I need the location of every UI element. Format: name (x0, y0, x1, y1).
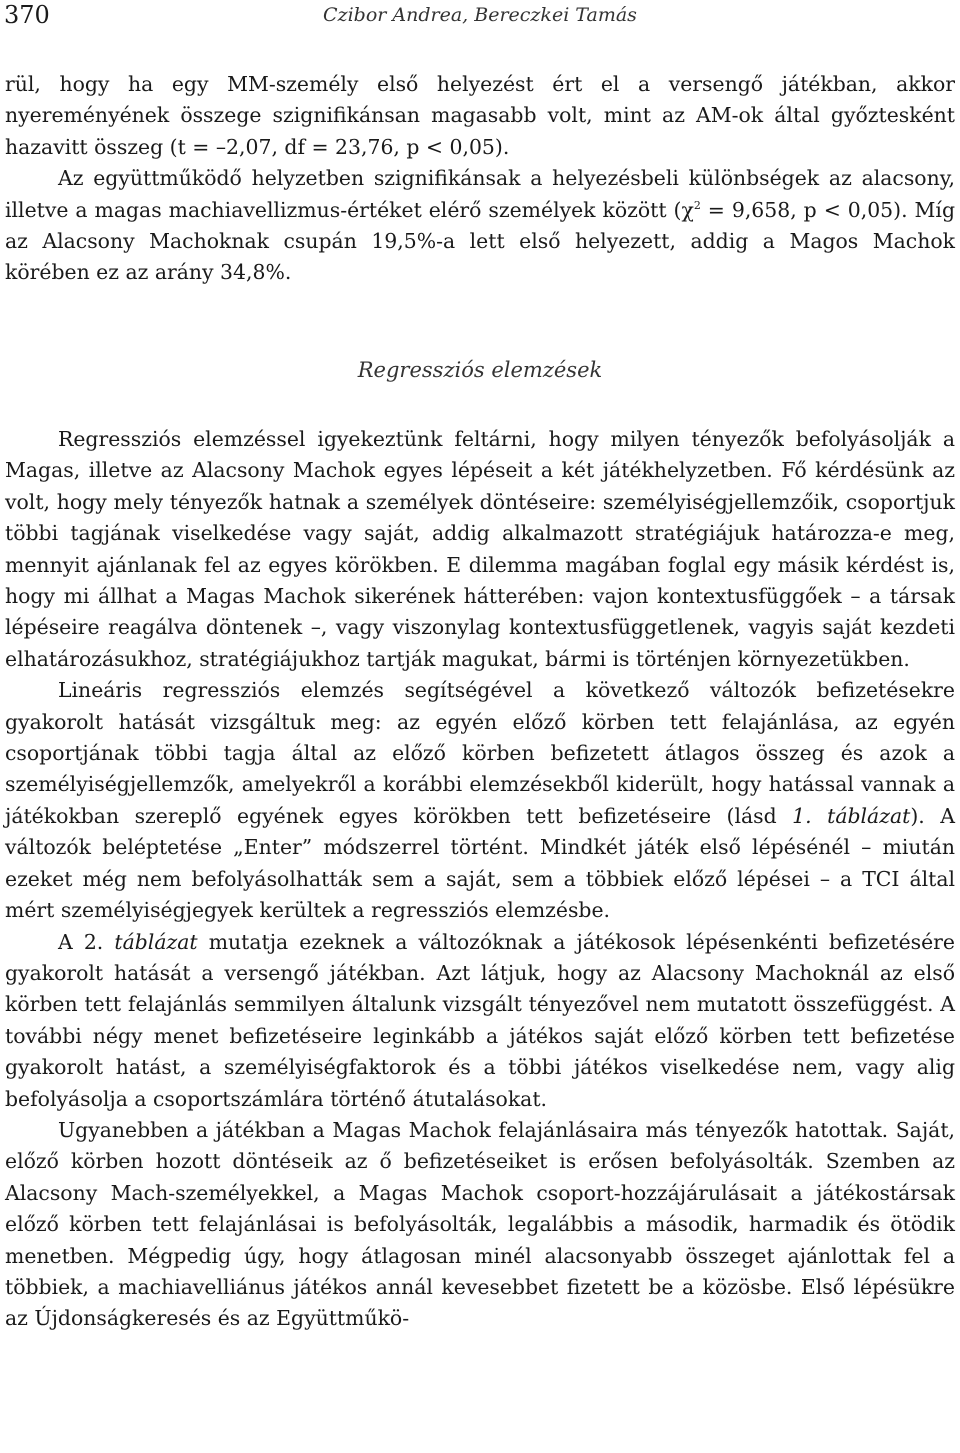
running-head: Czibor Andrea, Bereczkei Tamás (323, 4, 637, 26)
paragraph-5 (5, 927, 955, 1115)
paragraph-5-part-b: mutatja ezeknek a változóknak a játékosok lépésenkénti befizetésére gyakorolt hatását a versengő játékban. Azt látjuk, hogy az Alacsony Machoknál az első körben tett felajánlás semmilyen általunk vizsgált tényezővel nem mutatott összefüggést. A további négy menet befizetéseire leginkább a játékos saját előző körben tett befizetése gyakorolt hatást, a személyiségfaktorok és a többi játékos viselkedése nem, vagy alig befolyásolja a csoportszámlára történő átutalásokat. (5, 929, 955, 1111)
text-block-1 (5, 69, 955, 289)
paragraph-5-part-a: A 2. (58, 929, 115, 954)
paragraph-3: Regressziós elemzéssel igyekeztünk feltárni, hogy milyen tényezők befolyásolják a Magas, illetve az Alacsony Machok egyes lépéseit a két játékhelyzetben. Fő kérdésünk az volt, hogy mely tényezők hatnak a személyek döntéseire: személyiségjellemzőik, csoportjuk többi tagjának viselkedése vagy saját, addig alkalmazott stratégiájuk határozza-e meg, mennyit ajánlanak fel az egyes körökben. E dilemma magában foglal egy másik kérdést is, hogy mi állhat a Magas Machok sikerének hátterében: vajon kontextusfüggőek – a társak lépéseire reagálva döntenek –, vagy viszonylag kontextusfüggetlenek, vagyis saját kezdeti elhatározásukhoz, stratégiájukhoz tartják magukat, bármi is történjen környezetükben. (5, 427, 955, 671)
paragraph-2 (5, 163, 955, 289)
paragraph-4-part-b: ). A változók beléptetése „Enter” módszerrel történt. Mindkét játék első lépésénél – miután ezeket még nem befolyásolhatták sem a saját, sem a többiek előző lépései – a TCI által mért személyiségjegyek kerültek a regressziós elemzésbe. (5, 803, 955, 923)
paragraph-4-part-a: Lineáris regressziós elemzés segítségével a következő változók befizetésekre gyakorolt hatását vizsgáltuk meg: az egyén előző körben tett felajánlása, az egyén csoportjának többi tagja által az előző körben befizetett átlagos összeg és azok a személyiségjellemzők, amelyekről a korábbi elemzésekből kiderült, hogy hatással vannak a játékokban szereplő egyének egyes körökben tett befizetéseire (lásd (5, 678, 955, 828)
page-header (0, 0, 960, 30)
table-reference-1: 1. táblázat (792, 803, 911, 828)
section-title: Regressziós elemzések (357, 358, 603, 382)
paragraph-1: rül, hogy ha egy MM-személy első helyezést ért el a versengő játékban, akkor nyereményének összege szignifikánsan magasabb volt, mint az AM-ok által győztesként hazavitt összeg (t = –2,07, df = 23,76, p < 0,05). (5, 72, 955, 159)
table-reference-2: táblázat (114, 929, 198, 954)
paragraph-2-part-a: Az együttműködő helyzetben szignifikánsak a helyezésbeli különbségek az alacsony, illetve a magas machiavellizmus-értéket elérő személyek között (χ (5, 166, 955, 222)
paragraph-2-part-b: = 9,658, p < 0,05). Míg az Alacsony Machoknak csupán 19,5%-a lett első helyezett, addig a Magos Machok körében ez az arány 34,8%. (5, 197, 956, 285)
paragraph-6: Ugyanebben a játékban a Magas Machok felajánlásaira más tényezők hatottak. Saját, előző körben hozott döntéseik az ő befizetéseiket is erősen befolyásolták. Szemben az Alacsony Mach-személyekkel, a Magas Machok csoport-hozzájárulásait a játékostársak előző körben tett felajánlásai is befolyásolták, legalábbis a második, harmadik és ötödik menetben. Mégpedig úgy, hogy átlagosan minél alacsonyabb összeget ajánlottak fel a többiek, a machiavelliánus játékos annál kevesebbet fizetett be a közösbe. Első lépésükre az Újdonságkeresés és az Együttműkö- (5, 1117, 955, 1331)
text-block-2 (5, 424, 955, 1335)
paragraph-4 (5, 675, 955, 926)
chi-square-exponent: 2 (693, 198, 701, 212)
page-number: 370 (4, 1, 50, 29)
